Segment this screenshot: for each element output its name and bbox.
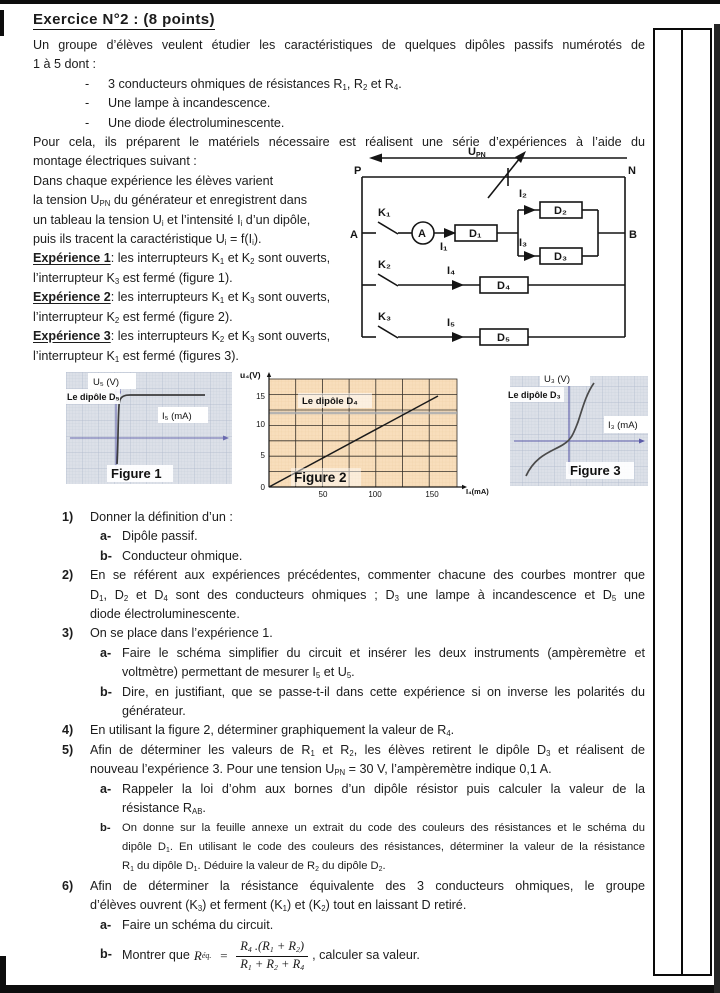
text-line: Un groupe d’élèves veulent étudier les caractéristiques de quelques dipôles passifs numérotés de	[33, 38, 645, 52]
question-3b-line: générateur.	[122, 704, 186, 719]
figure-title: Le dipôle D₃	[508, 390, 561, 400]
x-axis-label: I₅ (mA)	[162, 411, 192, 422]
question-3: 3) On se place dans l’expérience 1.	[33, 624, 645, 643]
x-axis-label: I₄(mA)	[466, 487, 489, 496]
text-line: 1 à 5 dont :	[33, 57, 97, 72]
formula-tail: , calculer sa valeur.	[312, 948, 420, 963]
resistance-fraction	[236, 939, 308, 972]
question-5b-line: dipôle $D_1$. En utilisant le code des couleurs des résistances, déterminer la valeur de la résistance	[122, 840, 645, 854]
question-2: 2) En se référent aux expériences précédentes, commenter chacune des courbes montrer que	[33, 566, 645, 585]
question-number: 4)	[62, 723, 74, 738]
questions-list	[33, 508, 645, 977]
sub-letter: a-	[100, 529, 112, 544]
scan-artifact-left-bottom	[0, 956, 6, 986]
question-5-line: nouveau l’expérience 3. Pour une tension $U_{PN} = 30$ V, l’ampèremètre indique 0,1 A.	[90, 762, 552, 778]
question-3a-line: voltmètre) permettant de mesurer $I_5$ et $U_5$.	[122, 665, 355, 681]
dipole-d2-label: D₂	[554, 205, 567, 217]
sub-letter: a-	[100, 645, 112, 660]
figure-title: Le dipôle D₄	[302, 396, 358, 407]
current-i5-label: I₅	[447, 317, 456, 329]
figure-title: Le dipôle D₅	[67, 392, 120, 402]
question-6-line: d’élèves ouvrent $(K_3)$ et ferment $(K_1)$ et $(K_2)$ tout en laissant D retiré.	[90, 898, 467, 914]
question-5b-line: $R_1$ du dipôle $D_1$. Déduire la valeur de $R_2$ du dipôle $D_2$.	[122, 860, 386, 874]
text-line: l’interrupteur $K_3$ est fermé (figure 1).	[33, 270, 233, 287]
text-line: la tension $U_{PN}$ du générateur et enregistrent dans	[33, 193, 308, 209]
fraction-numerator: $R_4$ $.(R_1 + R_2)$	[236, 939, 308, 957]
bullet-line: - 3 conducteurs ohmiques de résistances $R_1$, $R_2$ et $R_4$.	[33, 75, 645, 94]
question-1b: b- Conducteur ohmique.	[33, 547, 645, 566]
dipole-d1-label: D₁	[469, 228, 482, 240]
text-line: un tableau la tension $U_i$ et l’intensité $I_i$ d’un dipôle,	[33, 212, 311, 228]
scan-artifact-right	[714, 24, 720, 993]
circuit-wires	[362, 158, 627, 345]
experience-3-line: Expérience 3: les interrupteurs $K_2$ et $K_3$ sont ouverts,	[33, 329, 331, 345]
y-axis-label: U₃ (V)	[544, 374, 571, 385]
y-tick-0: 0	[260, 483, 265, 492]
node-a-label: A	[350, 229, 358, 241]
node-b-label: B	[629, 229, 637, 241]
figure-caption: Figure 2	[294, 470, 347, 485]
node-n-label: N	[628, 165, 636, 177]
y-axis-label: U₅ (V)	[93, 377, 119, 388]
question-number: 3)	[62, 626, 74, 641]
figure-2-chart	[238, 368, 496, 500]
question-3a: a- Faire le schéma simplifier du circuit et insérer les deux instruments (ampèremètre et	[33, 644, 645, 663]
y-axis-label: u₄(V)	[240, 370, 261, 380]
question-5a-line: résistance $R_{AB}$.	[122, 801, 206, 817]
question-number: 2)	[62, 568, 74, 583]
text-line: puis ils tracent la caractéristique $U_i = f(I_i)$.	[33, 232, 262, 248]
switch-k1-label: K₁	[378, 207, 391, 219]
question-4: 4) En utilisant la figure 2, déterminer graphiquement la valeur de $R_4$.	[33, 721, 645, 740]
x-tick-50: 50	[318, 490, 328, 499]
dipole-d3-label: D₃	[554, 251, 568, 263]
experience-1-line: Expérience 1: les interrupteurs $K_1$ et $K_2$ sont ouverts,	[33, 251, 331, 267]
circuit-arrowheads	[369, 151, 536, 342]
x-axis-label: I₃ (mA)	[608, 420, 638, 431]
resistance-symbol: R éq.	[193, 948, 212, 964]
text-line: montage électriques suivant :	[33, 154, 197, 169]
scan-artifact-bottom	[0, 985, 720, 993]
sub-letter: b-	[100, 946, 112, 961]
question-1a: a- Dipôle passif.	[33, 527, 645, 546]
question-2-line: $D_1$, $D_2$ et $D_4$ sont des conducteurs ohmiques ; $D_3$ une lampe à incandescence et $D_5$ une	[90, 587, 645, 603]
sub-letter: b-	[100, 548, 112, 563]
x-tick-100: 100	[368, 490, 382, 499]
bullet-line: - Une diode électroluminescente.	[33, 114, 645, 133]
bullet-dash: -	[85, 96, 90, 111]
figure-caption: Figure 3	[570, 463, 621, 478]
text-line: Dans chaque expérience les élèves varient	[33, 173, 274, 188]
marks-table-divider	[681, 30, 683, 974]
question-5: 5) Afin de déterminer les valeurs de $R_1$ et $R_2$, les élèves retirent le dipôle $D_3$ et réalisent de	[33, 741, 645, 760]
switch-k3-label: K₃	[378, 311, 392, 323]
dipole-d4-label: D₄	[497, 280, 511, 292]
current-i4-label: I₄	[447, 265, 456, 277]
text-line: l’interrupteur $K_2$ est fermé (figure 2).	[33, 309, 233, 325]
current-i1-label: I₁	[440, 241, 448, 253]
question-5b: b- On donne sur la feuille annexe un extrait du code des couleurs des résistances et le schéma du	[33, 819, 645, 838]
page-title: Exercice N°2 : (8 points)	[33, 11, 215, 28]
y-tick-5: 5	[260, 451, 265, 460]
scan-artifact-left-top	[0, 10, 4, 36]
marks-table	[653, 28, 712, 976]
dipole-d5-label: D₅	[497, 332, 510, 344]
question-5a: a- Rappeler la loi d’ohm aux bornes d’un dipôle résistor puis calculer la valeur de la	[33, 780, 645, 799]
switch-k2-label: K₂	[378, 259, 391, 271]
current-i2-label: I₂	[519, 188, 527, 200]
sub-letter: b-	[100, 684, 112, 699]
text-line: Pour cela, ils préparent le matériels nécessaire est réalisent une série d’expériences à l’aide du	[33, 135, 645, 150]
circuit-diagram	[350, 146, 646, 364]
question-1: 1) Donner la définition d’un :	[33, 508, 645, 527]
question-2-line: diode électroluminescente.	[90, 607, 240, 622]
question-number: 1)	[62, 510, 74, 524]
y-tick-15: 15	[256, 392, 265, 401]
bullet-line: - Une lampe à incandescence.	[33, 94, 645, 113]
sub-letter: a-	[100, 781, 112, 796]
figure-caption: Figure 1	[111, 466, 162, 481]
x-tick-150: 150	[425, 490, 439, 499]
question-number: 6)	[62, 878, 74, 893]
experience-2-line: Expérience 2: les interrupteurs $K_1$ et $K_3$ sont ouverts,	[33, 290, 331, 306]
question-6b	[33, 935, 645, 977]
sub-letter: a-	[100, 917, 112, 932]
y-tick-10: 10	[256, 420, 265, 429]
text-line: l’interrupteur $K_1$ est fermé (figures 3).	[33, 348, 239, 364]
current-i3-label: I₃	[519, 237, 528, 249]
node-p-label: P	[354, 165, 362, 177]
ammeter-icon: A	[418, 228, 426, 240]
figure-1-chart	[66, 372, 232, 484]
bullet-dash: -	[85, 115, 90, 130]
figure-3-chart	[506, 370, 656, 488]
scan-artifact-top	[0, 0, 720, 4]
bullet-dash: -	[85, 76, 90, 91]
equals-sign: =	[219, 948, 229, 964]
question-6: 6) Afin de déterminer la résistance équivalente des 3 conducteurs ohmiques, le groupe	[33, 877, 645, 896]
upn-label: UPN	[468, 146, 486, 159]
fraction-denominator: $R_1 + R_2 + R_4$	[240, 956, 305, 973]
formula-lead: Montrer que	[122, 948, 190, 963]
question-3b: b- Dire, en justifiant, que se passe-t-il dans cette expérience si on inverse les polarités du	[33, 683, 645, 702]
question-6a: a- Faire un schéma du circuit.	[33, 916, 645, 935]
question-number: 5)	[62, 742, 74, 757]
sub-letter: b-	[100, 821, 111, 834]
